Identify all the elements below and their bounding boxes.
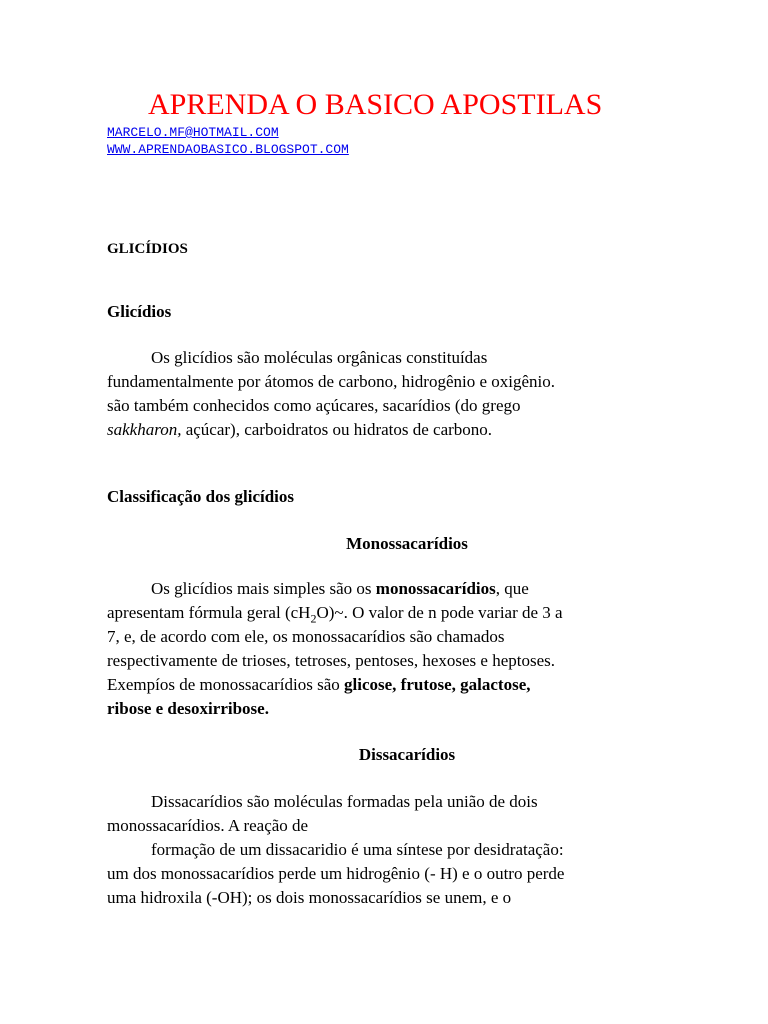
formula-subscript: 2: [310, 611, 317, 626]
intro-line-4: [107, 418, 667, 442]
mono-line-2-a: apresentam fórmula geral (cH: [107, 603, 311, 622]
dissa-line-5: uma hidroxila (-OH); os dois monossacarídios se unem, e o: [107, 888, 512, 907]
intro-line-2: fundamentalmente por átomos de carbono, hidrogênio e oxigênio.: [107, 372, 556, 391]
sakkharon-italic: sakkharon,: [107, 420, 182, 439]
mono-line-1-b: , que: [495, 579, 529, 598]
blog-link[interactable]: WWW.APRENDAOBASICO.BLOGSPOT.COM: [107, 142, 349, 157]
dissa-line-3: formação de um dissacaridio é uma síntese por desidratação:: [151, 840, 564, 859]
mono-line-1: [107, 577, 667, 601]
mono-term-bold: monossacarídios: [375, 579, 496, 598]
mono-paragraph: [107, 577, 667, 721]
section-heading-classificacao: Classificação dos glicídios: [107, 487, 295, 506]
mono-line-1-a: Os glicídios mais simples são os: [151, 579, 376, 598]
email-link[interactable]: MARCELO.MF@HOTMAIL.COM: [107, 125, 279, 140]
mono-examples-bold: glicose, frutose, galactose,: [344, 675, 531, 694]
mono-line-4: respectivamente de trioses, tetroses, pentoses, hexoses e heptoses.: [107, 651, 556, 670]
mono-line-5: [107, 673, 667, 697]
mono-examples-bold-2: ribose e desoxirribose.: [107, 699, 269, 718]
mono-line-2: [107, 601, 667, 625]
document-title: APRENDA O BASICO APOSTILAS: [148, 88, 603, 121]
intro-line-1: Os glicídios são moléculas orgânicas constituídas: [151, 348, 488, 367]
section-heading-glicidios-caps: GLICÍDIOS: [107, 241, 188, 257]
dissa-paragraph: [107, 790, 667, 910]
mono-line-2-b: O)~. O valor de n pode variar de 3 a: [316, 603, 563, 622]
dissa-line-1: Dissacarídios são moléculas formadas pela união de dois: [151, 792, 538, 811]
subheading-monossacaridios: Monossacarídios: [346, 534, 468, 553]
intro-line-4-rest: açúcar), carboidratos ou hidratos de carbono.: [181, 420, 493, 439]
mono-line-5-a: Exempíos de monossacarídios são: [107, 675, 345, 694]
dissa-line-4: um dos monossacarídios perde um hidrogênio (- H) e o outro perde: [107, 864, 565, 883]
dissa-line-2: monossacarídios. A reação de: [107, 816, 309, 835]
subheading-dissacaridios: Dissacarídios: [358, 745, 456, 764]
intro-line-3: são também conhecidos como açúcares, sacarídios (do grego: [107, 396, 521, 415]
mono-line-3: 7, e, de acordo com ele, os monossacarídios são chamados: [107, 627, 505, 646]
mono-line-6: [107, 697, 667, 721]
intro-paragraph: [107, 346, 667, 442]
section-heading-glicidios: Glicídios: [107, 302, 172, 321]
